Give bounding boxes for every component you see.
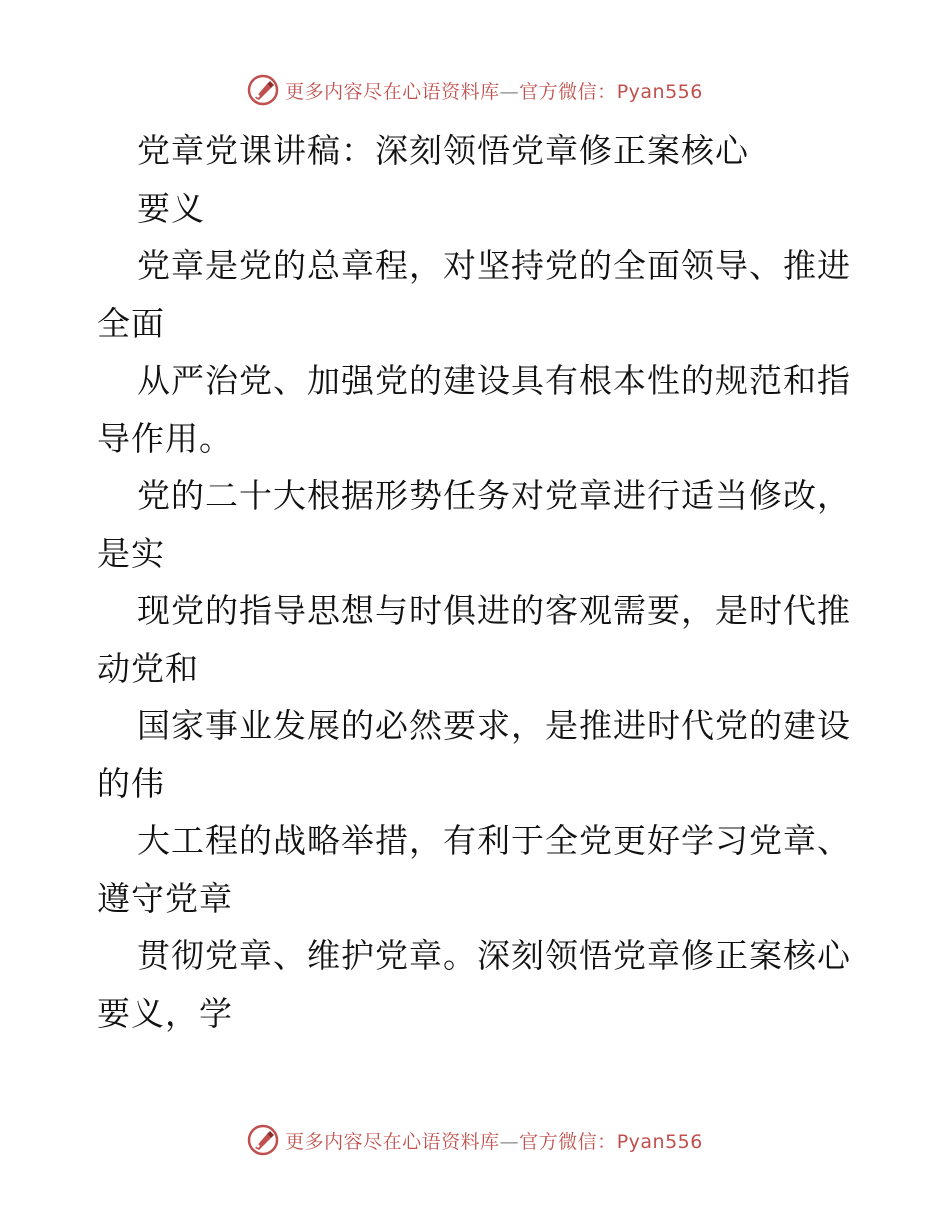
document-body	[97, 122, 857, 1042]
pen-logo-icon	[247, 74, 279, 106]
doc-line: 贯彻党章、维护党章。深刻领悟党章修正案核心	[137, 936, 851, 975]
pen-logo-icon	[247, 1124, 279, 1156]
banner-text	[285, 77, 703, 104]
banner-wechat-id: Pyan556	[616, 1130, 703, 1153]
doc-line: 导作用。	[97, 418, 233, 458]
doc-line-title-1: 党章党课讲稿：深刻领悟党章修正案核心	[137, 131, 749, 170]
banner-wechat-label: 官方微信：	[519, 80, 617, 103]
doc-line: 是实	[97, 533, 165, 573]
doc-line: 的伟	[97, 763, 165, 803]
doc-line: 全面	[97, 303, 165, 343]
header-watermark-banner	[0, 70, 950, 110]
doc-line: 党的二十大根据形势任务对党章进行适当修改，	[137, 476, 851, 515]
banner-text	[285, 1127, 703, 1154]
doc-line: 现党的指导思想与时俱进的客观需要，是时代推	[137, 591, 851, 630]
doc-line: 大工程的战略举措，有利于全党更好学习党章、	[137, 821, 851, 860]
doc-line: 党章是党的总章程，对坚持党的全面领导、推进	[137, 246, 851, 285]
banner-site-name: 更多内容尽在心语资料库	[285, 1130, 500, 1153]
doc-line-title-2: 要义	[137, 188, 205, 228]
banner-separator: —	[499, 1130, 520, 1153]
footer-watermark-banner	[0, 1120, 950, 1160]
doc-line: 动党和	[97, 648, 199, 688]
doc-line: 国家事业发展的必然要求，是推进时代党的建设	[137, 706, 851, 745]
banner-site-name: 更多内容尽在心语资料库	[285, 80, 500, 103]
doc-line: 要义，学	[97, 993, 233, 1033]
banner-separator: —	[499, 80, 520, 103]
banner-wechat-id: Pyan556	[616, 80, 703, 103]
doc-line: 从严治党、加强党的建设具有根本性的规范和指	[137, 361, 851, 400]
doc-line: 遵守党章	[97, 878, 233, 918]
banner-wechat-label: 官方微信：	[519, 1130, 617, 1153]
